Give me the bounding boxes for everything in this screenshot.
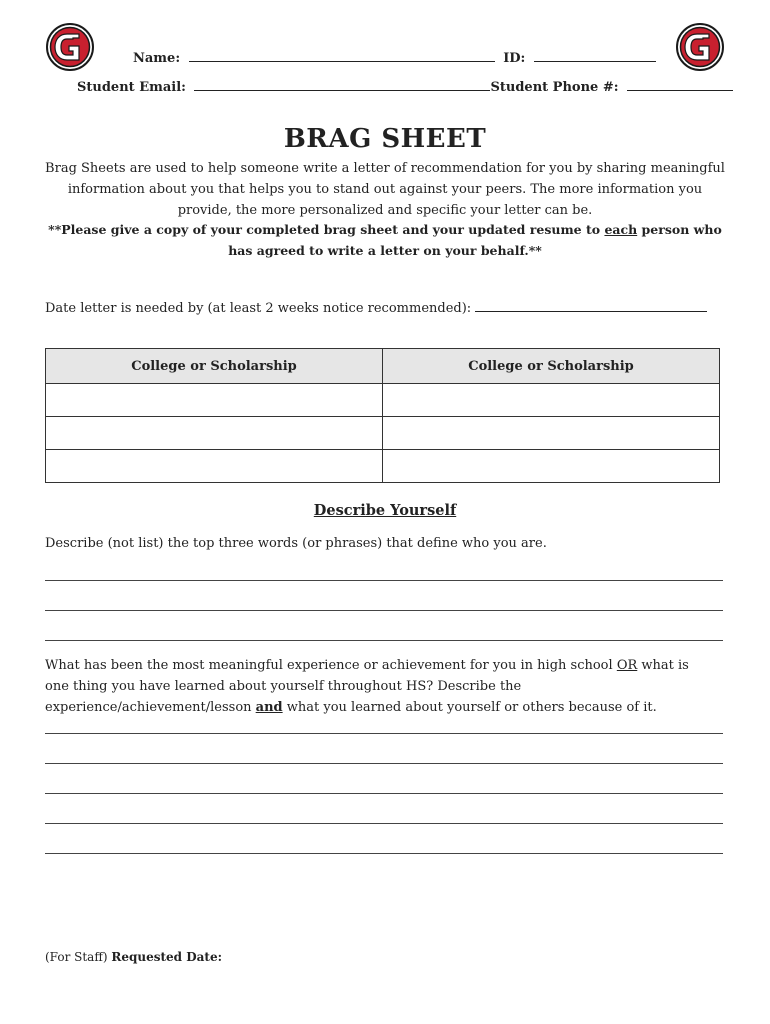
college-header-right: College or Scholarship (383, 349, 720, 384)
note-text-1: **Please give a copy of your completed brag sheet and your updated resume to (48, 222, 605, 237)
college-header-left: College or Scholarship (46, 349, 383, 384)
id-field[interactable] (534, 48, 656, 62)
instruction-note (40, 219, 730, 261)
answer-line[interactable] (45, 580, 723, 581)
phone-label: Student Phone #: (490, 80, 619, 95)
name-label: Name: (133, 51, 181, 66)
question-top-three-words: Describe (not list) the top three words (or phrases) that define who you are. (45, 536, 547, 551)
date-needed-label: Date letter is needed by (at least 2 weeks notice recommended): (45, 301, 472, 316)
college-cell[interactable] (46, 384, 383, 417)
table-header-row (46, 349, 720, 384)
question-meaningful-experience (45, 655, 715, 718)
answer-line[interactable] (45, 640, 723, 641)
college-table (45, 348, 720, 483)
q2-and: and (255, 700, 283, 715)
date-needed-row (45, 299, 707, 316)
answer-line[interactable] (45, 853, 723, 854)
email-phone-line (77, 77, 737, 95)
q2-text-1: What has been the most meaningful experience or achievement for you in high school (45, 658, 617, 673)
college-cell[interactable] (46, 417, 383, 450)
answer-line[interactable] (45, 610, 723, 611)
school-logo-left-icon (45, 22, 95, 72)
name-field[interactable] (189, 48, 495, 62)
college-cell[interactable] (383, 384, 720, 417)
staff-footer (45, 950, 222, 964)
name-id-line (133, 48, 660, 66)
email-label: Student Email: (77, 80, 186, 95)
note-text-2: person who has agreed to write a letter on your behalf.** (228, 222, 722, 258)
college-cell[interactable] (46, 450, 383, 483)
answer-line[interactable] (45, 763, 723, 764)
table-row (46, 450, 720, 483)
table-row (46, 417, 720, 450)
q2-text-3: what you learned about yourself or others because of it. (282, 700, 657, 715)
describe-yourself-heading: Describe Yourself (313, 502, 457, 519)
college-cell[interactable] (383, 450, 720, 483)
q2-text-2: what is one thing you have learned about yourself throughout HS? Describe the experience/achievement/lesson (45, 658, 689, 715)
intro-text: Brag Sheets are used to help someone write a letter of recommendation for you by sharing meaningful information about you that helps you to stand out against your peers. The more information you provide, the more personalized and specific your letter can be. (45, 161, 725, 218)
answer-line[interactable] (45, 823, 723, 824)
answer-line[interactable] (45, 733, 723, 734)
email-field[interactable] (194, 77, 490, 91)
answer-line[interactable] (45, 793, 723, 794)
requested-date-label: Requested Date: (111, 950, 223, 964)
q2-or: OR (616, 658, 638, 673)
note-emphasis: each (604, 222, 638, 237)
college-cell[interactable] (383, 417, 720, 450)
table-row (46, 384, 720, 417)
school-logo-right-icon (675, 22, 725, 72)
phone-field[interactable] (627, 77, 733, 91)
staff-label: (For Staff) (45, 950, 108, 964)
id-label: ID: (503, 51, 526, 66)
date-needed-field[interactable] (475, 299, 707, 312)
page-title: BRAG SHEET (283, 124, 487, 154)
